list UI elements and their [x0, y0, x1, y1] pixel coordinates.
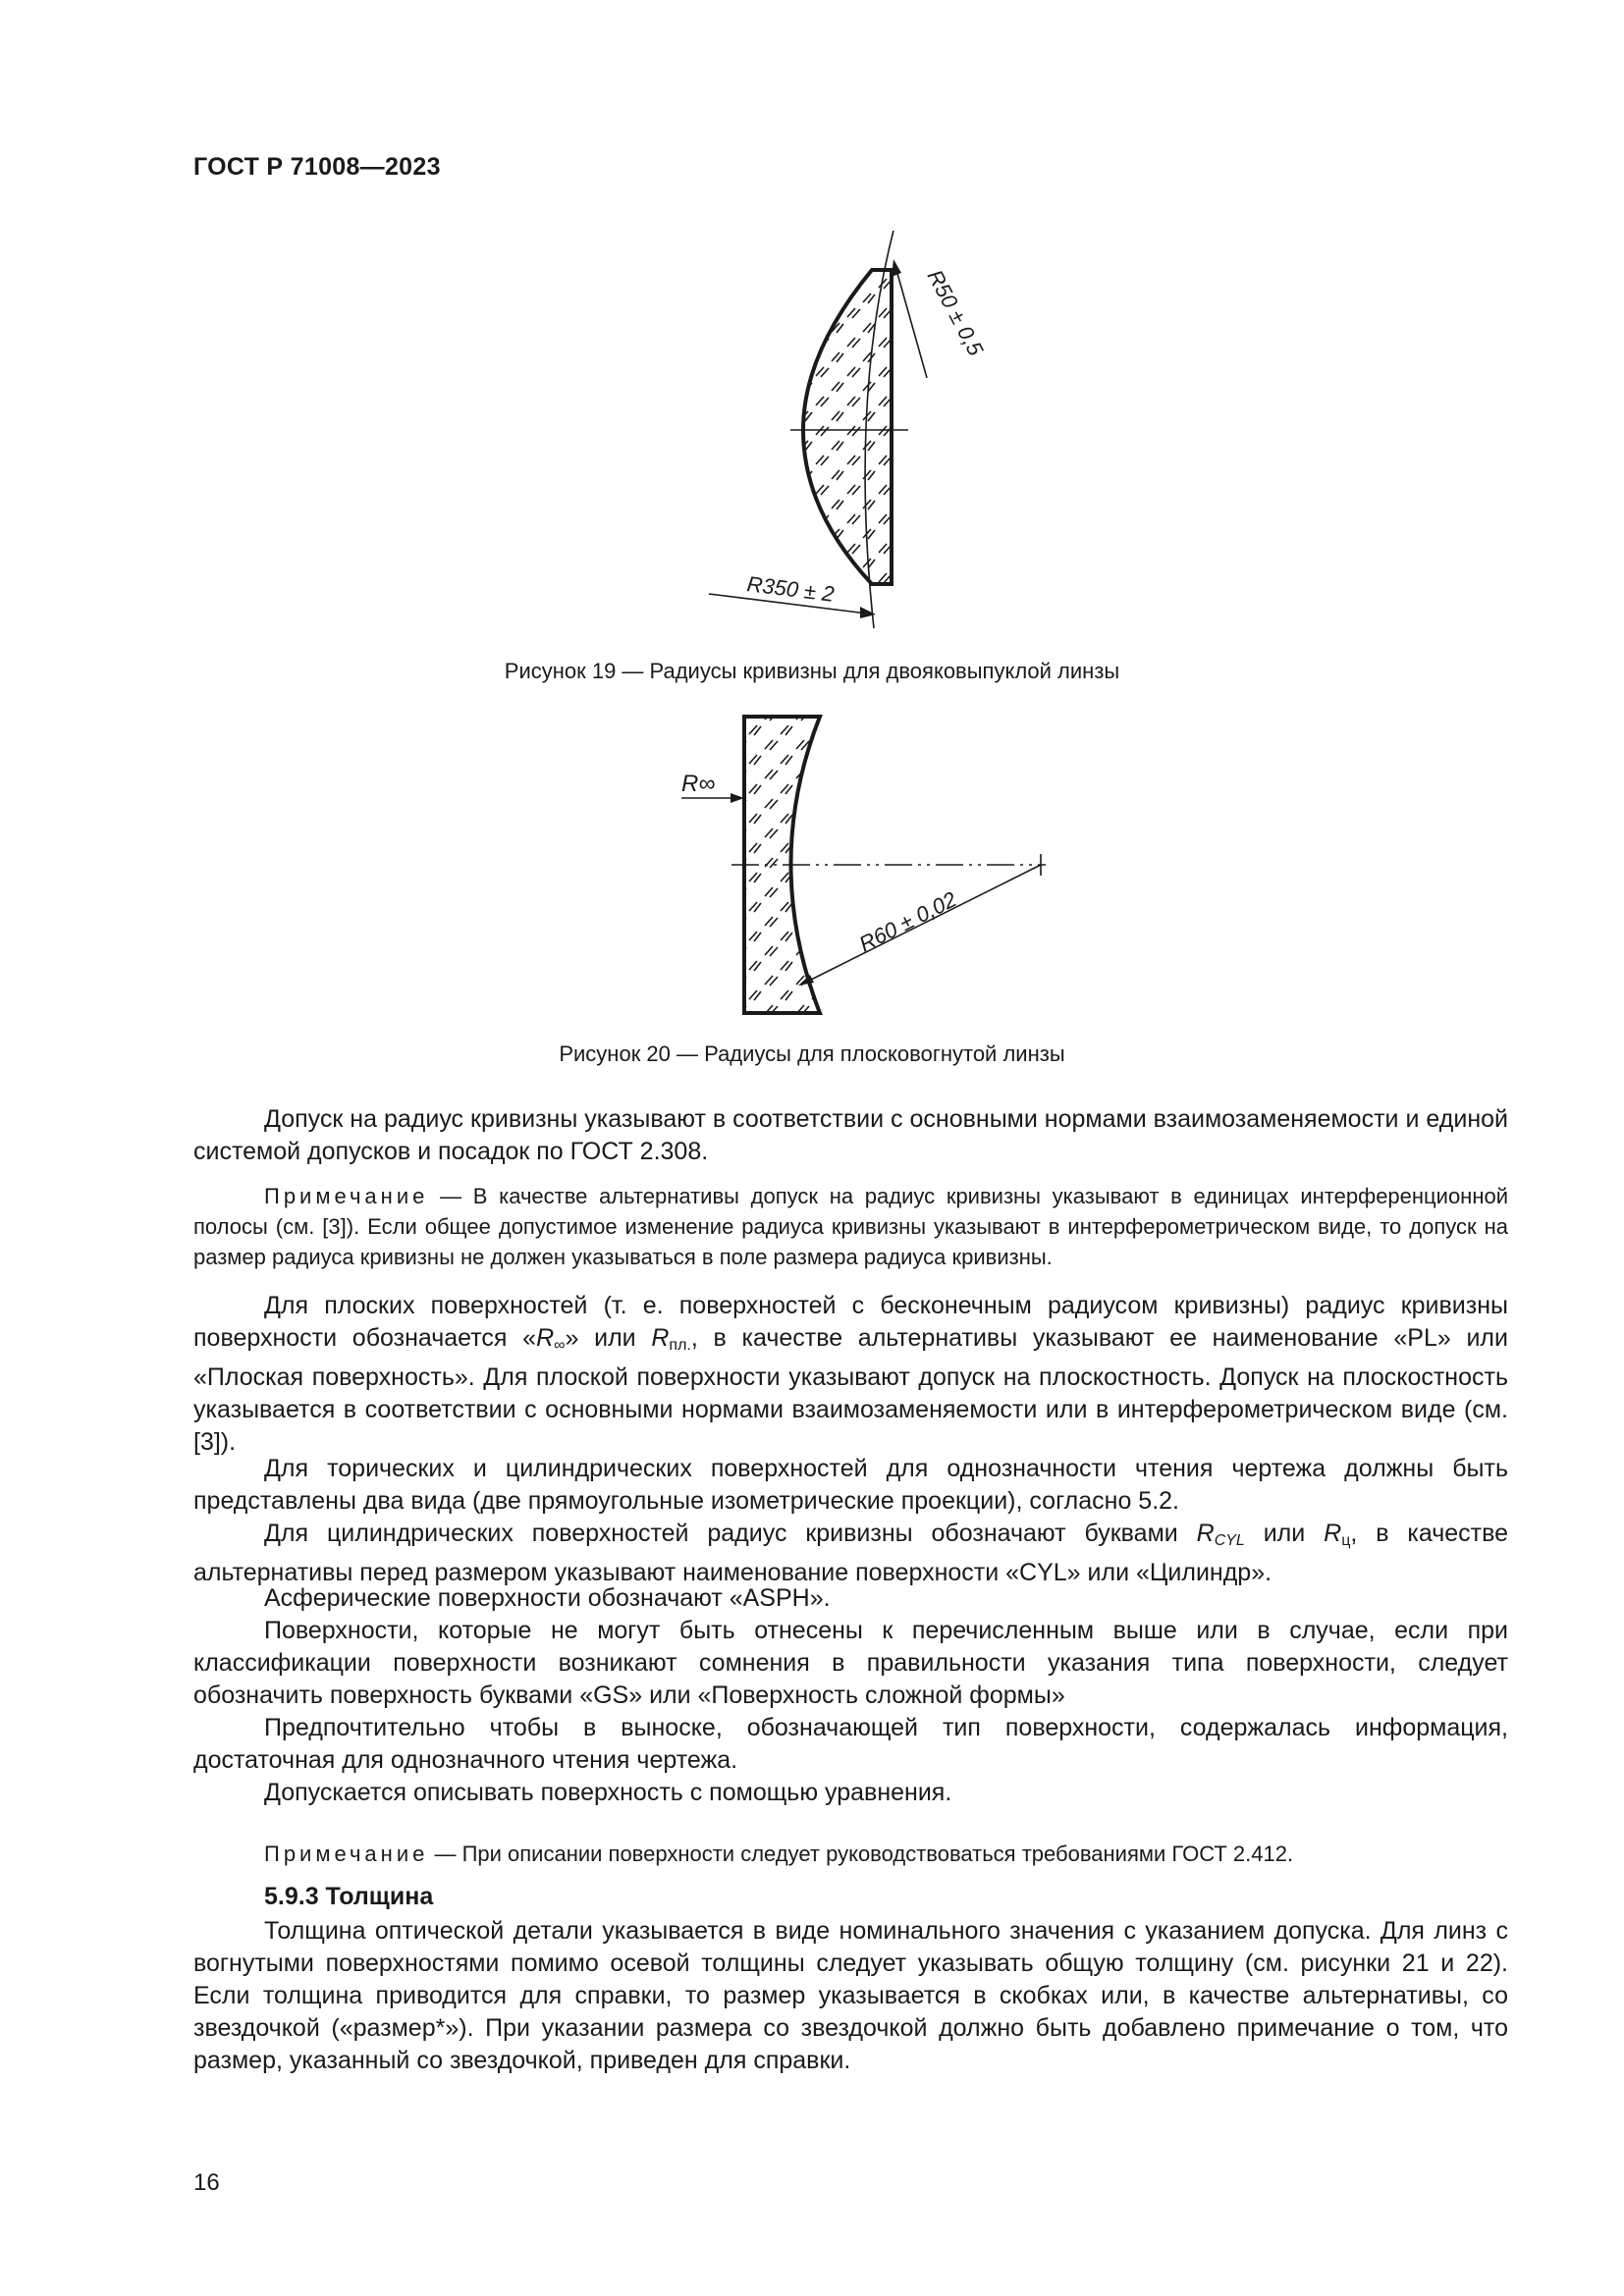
subscript-c: ц: [1341, 1532, 1351, 1549]
label-r50: R50 ± 0,5: [922, 265, 989, 360]
text-fragment: Для плоских поверхностей (т. е. поверхностей с бесконечным радиусом кривизны) радиус кривизны поверхности обозначается «: [193, 1292, 1508, 1352]
paragraph-thickness: Толщина оптической детали указывается в виде номинального значения с указанием допуска. Для линз с вогнутыми поверхностями помимо осевой толщины следует указывать общую толщину (см. рисунки 21 и 22). Если толщина приводится для справки, то размер указывается в скобках или, в качестве альтернативы, со звездочкой («размер*»). При указании размера со звездочкой должно быть добавлено примечание о том, что размер, указанный со звездочкой, приведен для справки.: [193, 1917, 1508, 2074]
note-1-text: — В качестве альтернативы допуск на радиус кривизны указывают в единицах интерференционной полосы (см. [3]). Если общее допустимое изменение радиуса кривизны указывают в интерферометрическом виде, то допуск на размер радиуса кривизны не должен указываться в поле размера радиуса кривизны.: [193, 1184, 1508, 1269]
label-r60: R60 ± 0,02: [854, 886, 961, 957]
document-header: ГОСТ Р 71008—2023: [193, 153, 441, 181]
symbol-r: R: [1196, 1520, 1215, 1547]
r50-leader: [896, 270, 927, 378]
note-2-text: — При описании поверхности следует руководствоваться требованиями ГОСТ 2.412.: [428, 1842, 1294, 1866]
subscript-infinity: ∞: [554, 1337, 566, 1354]
paragraph-toric-surfaces: Для торических и цилиндрических поверхностей для однозначности чтения чертежа должны быть представлены два вида (две прямоугольные изометрические проекции), согласно 5.2.: [193, 1455, 1508, 1515]
figure-19-drawing: [687, 216, 1001, 628]
text-fragment: или: [1244, 1520, 1325, 1547]
r350-arrowhead: [860, 607, 876, 618]
note-1: [193, 1181, 1508, 1272]
figure-20-caption: Рисунок 20 — Радиусы для плосковогнутой линзы: [559, 1041, 1065, 1066]
r50-arrowhead: [892, 259, 901, 277]
biconvex-lens: [803, 270, 892, 584]
symbol-r: R: [1324, 1520, 1342, 1547]
text-fragment: Для цилиндрических поверхностей радиус кривизны обозначают буквами: [264, 1520, 1197, 1547]
paragraph-cylindrical-surfaces: [193, 1518, 1508, 1589]
text-fragment: , в качестве альтернативы перед размером указывают наименование поверхности «CYL» или «Цилиндр».: [193, 1520, 1508, 1586]
symbol-r: R: [536, 1324, 555, 1352]
paragraph-callout-info: Предпочтительно чтобы в выноске, обозначающей тип поверхности, содержалась информация, достаточная для однозначного чтения чертежа.: [193, 1714, 1508, 1774]
paragraph-flat-surfaces: [193, 1290, 1508, 1459]
note-2: [193, 1839, 1508, 1869]
label-rinf: R∞: [681, 771, 716, 797]
page-number: 16: [193, 2169, 220, 2196]
section-heading: 5.9.3 Толщина: [264, 1883, 434, 1910]
paragraph-aspheric: Асферические поверхности обозначают «ASPH».: [264, 1584, 831, 1612]
figure-19-caption: Рисунок 19 — Радиусы кривизны для двояковыпуклой линзы: [504, 659, 1120, 683]
paragraph-other-surfaces: Поверхности, которые не могут быть отнесены к перечисленным выше или в случае, если при классификации поверхности возникают сомнения в правильности указания типа поверхности, следует обозначить поверхность буквами «GS» или «Поверхность сложной формы»: [193, 1617, 1508, 1709]
symbol-r: R: [651, 1324, 670, 1352]
label-r350: R350 ± 2: [745, 571, 836, 607]
subscript-pl: пл.: [669, 1337, 691, 1354]
text-fragment: , в качестве альтернативы указывают ее наименование «PL» или «Плоская поверхность». Для плоской поверхности указывают допуск на плоскостность. Допуск на плоскостность указывается в соответствии с основными нормами взаимозаменяемости или в интерферометрическом виде (см. [3]).: [193, 1324, 1508, 1456]
figure-20-drawing: [668, 707, 1060, 1026]
text-fragment: » или: [565, 1324, 652, 1352]
note-label: Примечание: [264, 1842, 429, 1866]
note-label: Примечание: [264, 1184, 429, 1208]
paragraph-radius-tolerance: Допуск на радиус кривизны указывают в соответствии с основными нормами взаимозаменяемости и единой системой допусков и посадок по ГОСТ 2.308.: [193, 1105, 1508, 1165]
rinf-arrowhead: [731, 793, 744, 803]
subscript-cyl: CYL: [1214, 1532, 1245, 1549]
paragraph-equation: Допускается описывать поверхность с помощью уравнения.: [264, 1779, 952, 1806]
